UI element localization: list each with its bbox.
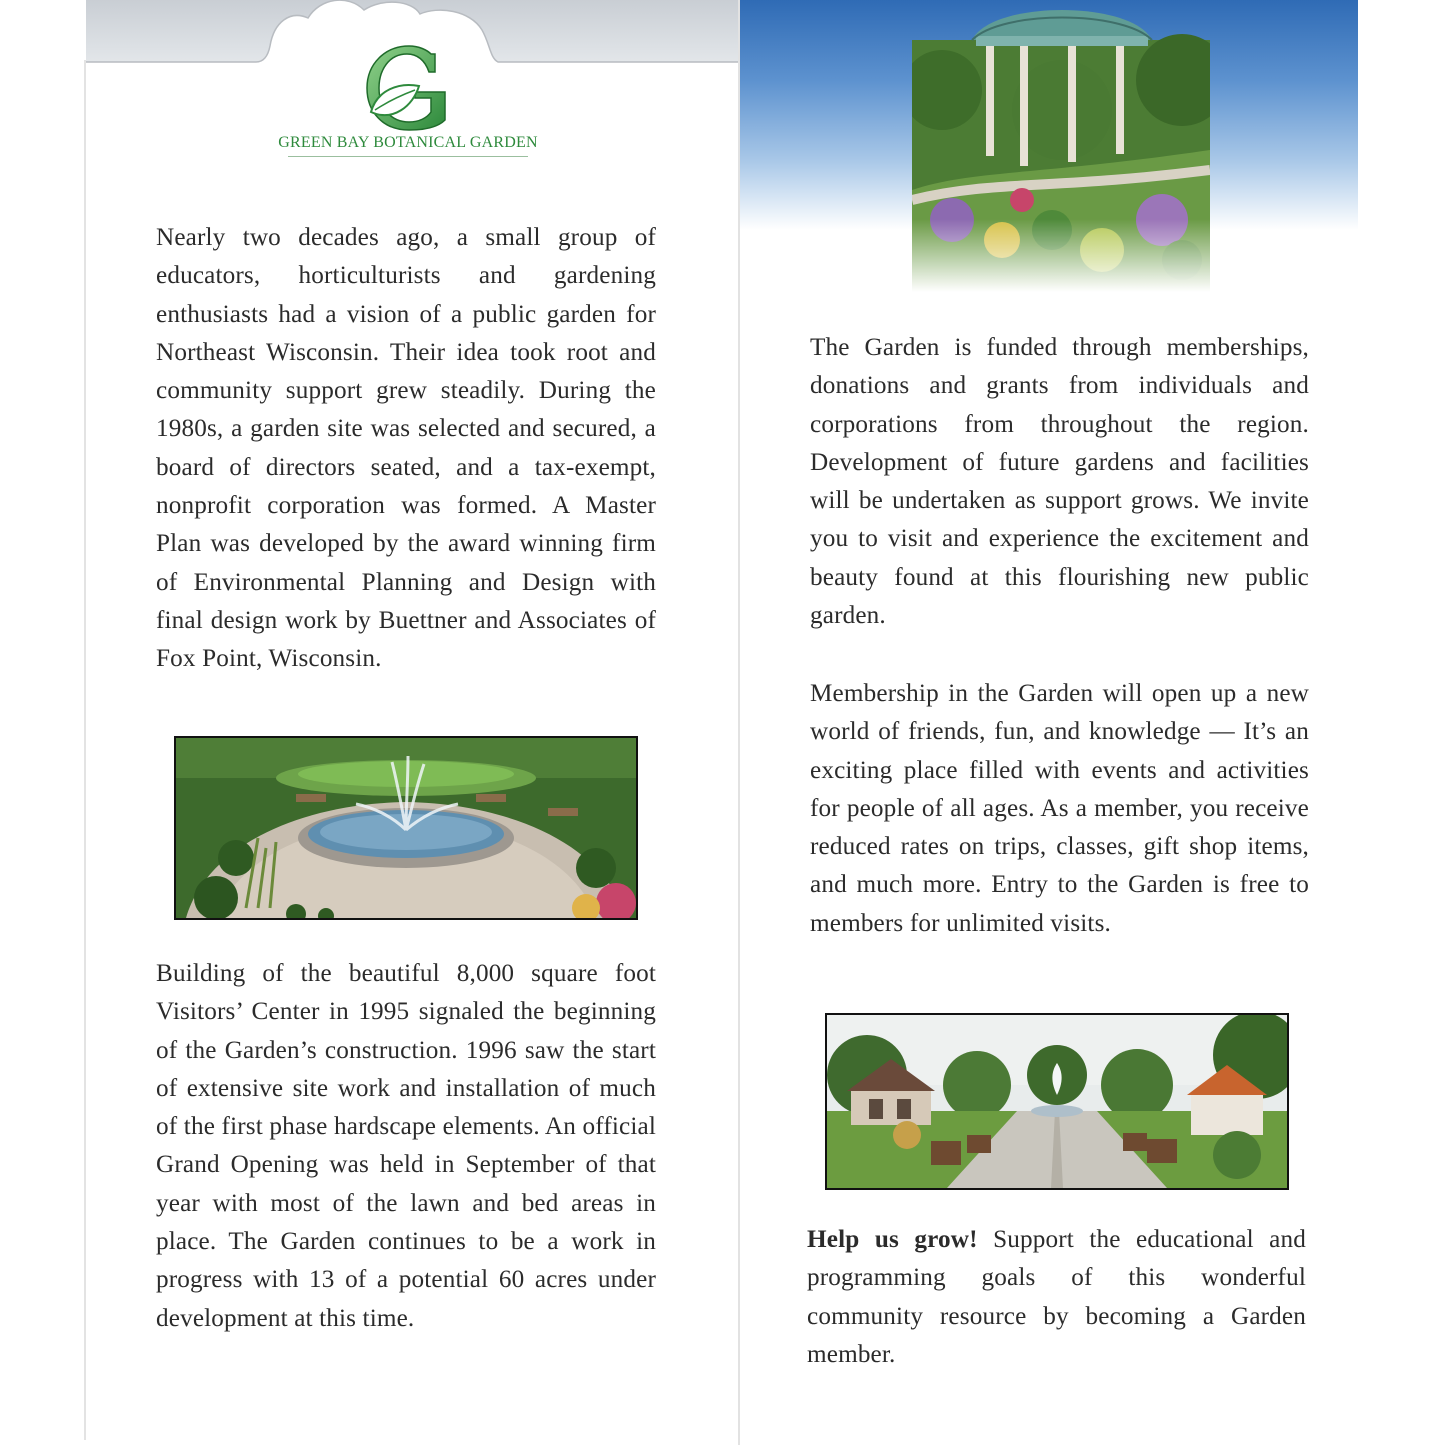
garden-logo xyxy=(258,42,558,162)
fountain-garden-photo xyxy=(174,736,638,920)
gazebo-photo xyxy=(912,0,1210,292)
support-callout xyxy=(807,1221,1306,1374)
pavilions-walkway-photo xyxy=(825,1013,1289,1190)
logo-g-leaf-icon xyxy=(353,42,463,132)
history-paragraph-2: Building of the beautiful 8,000 square foot Visitors’ Center in 1995 signaled the beginning of the Garden’s construction. 1996 saw the start of extensive site work and installation of much of the first phase hardscape elements. An official Grand Opening was held in September of that year with most of the lawn and bed areas in place. The Garden continues to be a work in progress with 13 of a potential 60 acres under development at this time. xyxy=(156,960,656,1332)
support-callout-text: Support the educational and programming goals of this wonderful community resource by becoming a Garden member. xyxy=(807,1226,1306,1368)
support-callout-bold: Help us grow! xyxy=(807,1226,978,1253)
logo-underline xyxy=(288,156,528,157)
history-paragraph-1: Nearly two decades ago, a small group of educators, horticulturists and gardening enthusiasts had a vision of a public garden for Northeast Wisconsin. Their idea took root and community support grew steadily. During the 1980s, a garden site was selected and secured, a board of directors seated, and a tax-exempt, nonprofit corporation was formed. A Master Plan was developed by the award winning firm of Environmental Planning and Design with final design work by Buettner and Associates of Fox Point, Wisconsin. xyxy=(156,224,656,673)
membership-paragraph: Membership in the Garden will open up a new world of friends, fun, and knowledge — It’s an exciting place filled with events and activities for people of all ages. As a member, you receive reduced rates on trips, classes, gift shop items, and much more. Entry to the Garden is free to members for unlimited visits. xyxy=(810,680,1309,937)
funding-paragraph: The Garden is funded through memberships, donations and grants from individuals and corporations from throughout the region. Development of future gardens and facilities will be undertaken as support grows. We invite you to visit and experience the excitement and beauty found at this flourishing new public garden. xyxy=(810,334,1309,630)
logo-name-text: GREEN BAY BOTANICAL GARDEN xyxy=(278,134,538,151)
